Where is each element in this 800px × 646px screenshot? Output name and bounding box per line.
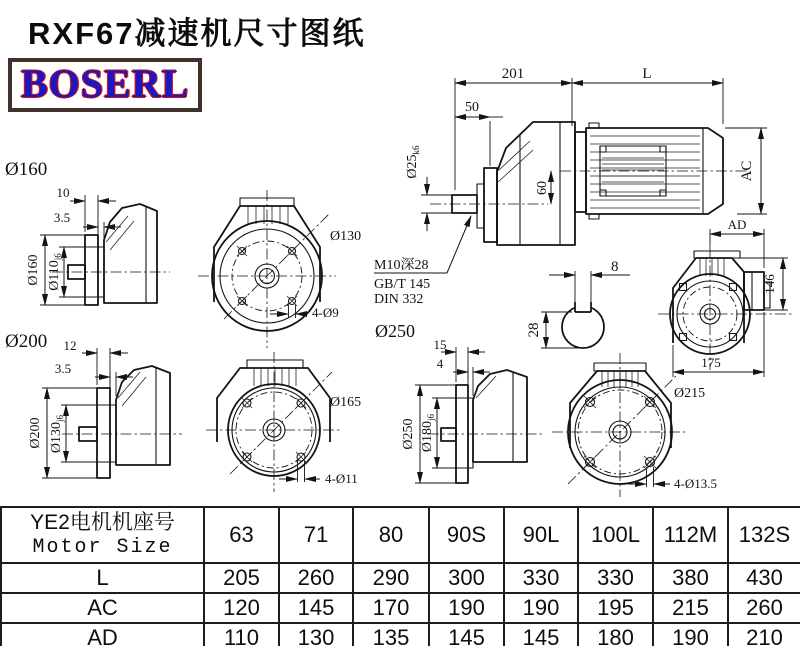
col-header: 100L — [578, 507, 653, 563]
flange130-bolt-circle: Ø130 — [330, 229, 362, 244]
table-row-AC — [1, 593, 800, 623]
flange215-bolt-circle: Ø215 — [674, 386, 706, 401]
value-cell: 145 — [429, 623, 504, 646]
flange160-label: Ø160 — [5, 159, 48, 180]
dim-175-label: 175 — [701, 355, 721, 370]
value-cell: 190 — [653, 623, 728, 646]
flange160-dim-a: 10 — [56, 185, 70, 200]
row-label: AD — [1, 623, 204, 646]
value-cell: 145 — [279, 593, 353, 623]
motor-size-header-en: Motor Size — [32, 536, 173, 559]
page-title: RXF67减速机尺寸图纸 — [28, 16, 366, 51]
flange200-label: Ø200 — [5, 331, 48, 352]
col-header: 132S — [728, 507, 800, 563]
flange250-front-view — [206, 352, 361, 492]
flange250-pilot-dia: $Ø180_{j6}$ — [420, 413, 436, 453]
flange160-side-view — [5, 159, 170, 305]
value-cell: 205 — [204, 563, 279, 593]
table-row-L — [1, 563, 800, 593]
flange130-holes: 4-Ø9 — [312, 305, 339, 320]
value-cell: 190 — [429, 593, 504, 623]
flange160-pilot-dia: $Ø110_{j6}$ — [47, 253, 63, 291]
dimension-table — [0, 506, 800, 646]
key-depth-label: 28 — [526, 322, 542, 338]
dim-shaft-dia-label: $Ø25_{k6}$ — [405, 145, 421, 179]
flange215-front-view — [552, 353, 717, 497]
motor-size-header — [1, 507, 204, 563]
flange200-dim-a: 12 — [63, 338, 77, 353]
value-cell: 290 — [353, 563, 429, 593]
col-header: 90S — [429, 507, 504, 563]
row-label: AC — [1, 593, 204, 623]
table-header-row — [1, 507, 800, 563]
flange250-holes: 4-Ø11 — [325, 471, 358, 486]
value-cell: 110 — [204, 623, 279, 646]
flange160-dim-b: 3.5 — [53, 210, 71, 225]
tap-note-label: M10深28 — [374, 258, 429, 273]
flange160-outer-dia: Ø160 — [26, 254, 41, 286]
output-front-view-ad — [658, 217, 792, 377]
col-header: 71 — [279, 507, 353, 563]
col-header: 112M — [653, 507, 728, 563]
value-cell: 330 — [504, 563, 578, 593]
value-cell: 260 — [279, 563, 353, 593]
value-cell: 380 — [653, 563, 728, 593]
dim-50-label: 50 — [465, 100, 479, 115]
flange200-side-view — [5, 331, 182, 478]
flange215-holes: 4-Ø13.5 — [674, 476, 717, 491]
value-cell: 190 — [504, 593, 578, 623]
col-header: 80 — [353, 507, 429, 563]
flange200-outer-dia: Ø200 — [28, 417, 43, 449]
flange250-dim-b: 4 — [436, 356, 444, 371]
flange250-outer-dia: Ø250 — [401, 418, 416, 450]
value-cell: 180 — [578, 623, 653, 646]
flange200-dim-b: 3.5 — [54, 361, 72, 376]
value-cell: 130 — [279, 623, 353, 646]
value-cell: 195 — [578, 593, 653, 623]
std-gb-label: GB/T 145 — [374, 277, 431, 292]
flange250-bolt-circle: Ø165 — [330, 395, 362, 410]
std-din-label: DIN 332 — [374, 292, 424, 307]
dim-AD-label: AD — [727, 217, 747, 232]
table-row-AD — [1, 623, 800, 646]
dim-AC-label: AC — [739, 160, 755, 182]
main-assembly-view — [374, 66, 767, 307]
flange250-label: Ø250 — [375, 321, 415, 341]
value-cell: 215 — [653, 593, 728, 623]
flange250-dim-a: 15 — [433, 337, 447, 352]
value-cell: 300 — [429, 563, 504, 593]
value-cell: 135 — [353, 623, 429, 646]
dim-201-label: 201 — [501, 66, 525, 82]
key-section-view — [526, 259, 630, 348]
value-cell: 120 — [204, 593, 279, 623]
value-cell: 430 — [728, 563, 800, 593]
col-header: 90L — [504, 507, 578, 563]
flange250-side-view — [375, 321, 542, 483]
col-header: 63 — [204, 507, 279, 563]
value-cell: 260 — [728, 593, 800, 623]
dim-146-label: 146 — [762, 274, 777, 294]
brand-logo-text: BOSERL — [21, 61, 190, 106]
flange130-front-view — [198, 190, 361, 348]
value-cell: 145 — [504, 623, 578, 646]
dim-60-label: 60 — [535, 181, 550, 195]
value-cell: 210 — [728, 623, 800, 646]
flange200-pilot-dia: $Ø130_{j6}$ — [49, 414, 65, 454]
value-cell: 170 — [353, 593, 429, 623]
key-width-label: 8 — [611, 259, 619, 275]
value-cell: 330 — [578, 563, 653, 593]
dim-L-label: L — [642, 66, 652, 82]
row-label: L — [1, 563, 204, 593]
motor-size-header-cn: YE2电机机座号 — [30, 511, 175, 534]
